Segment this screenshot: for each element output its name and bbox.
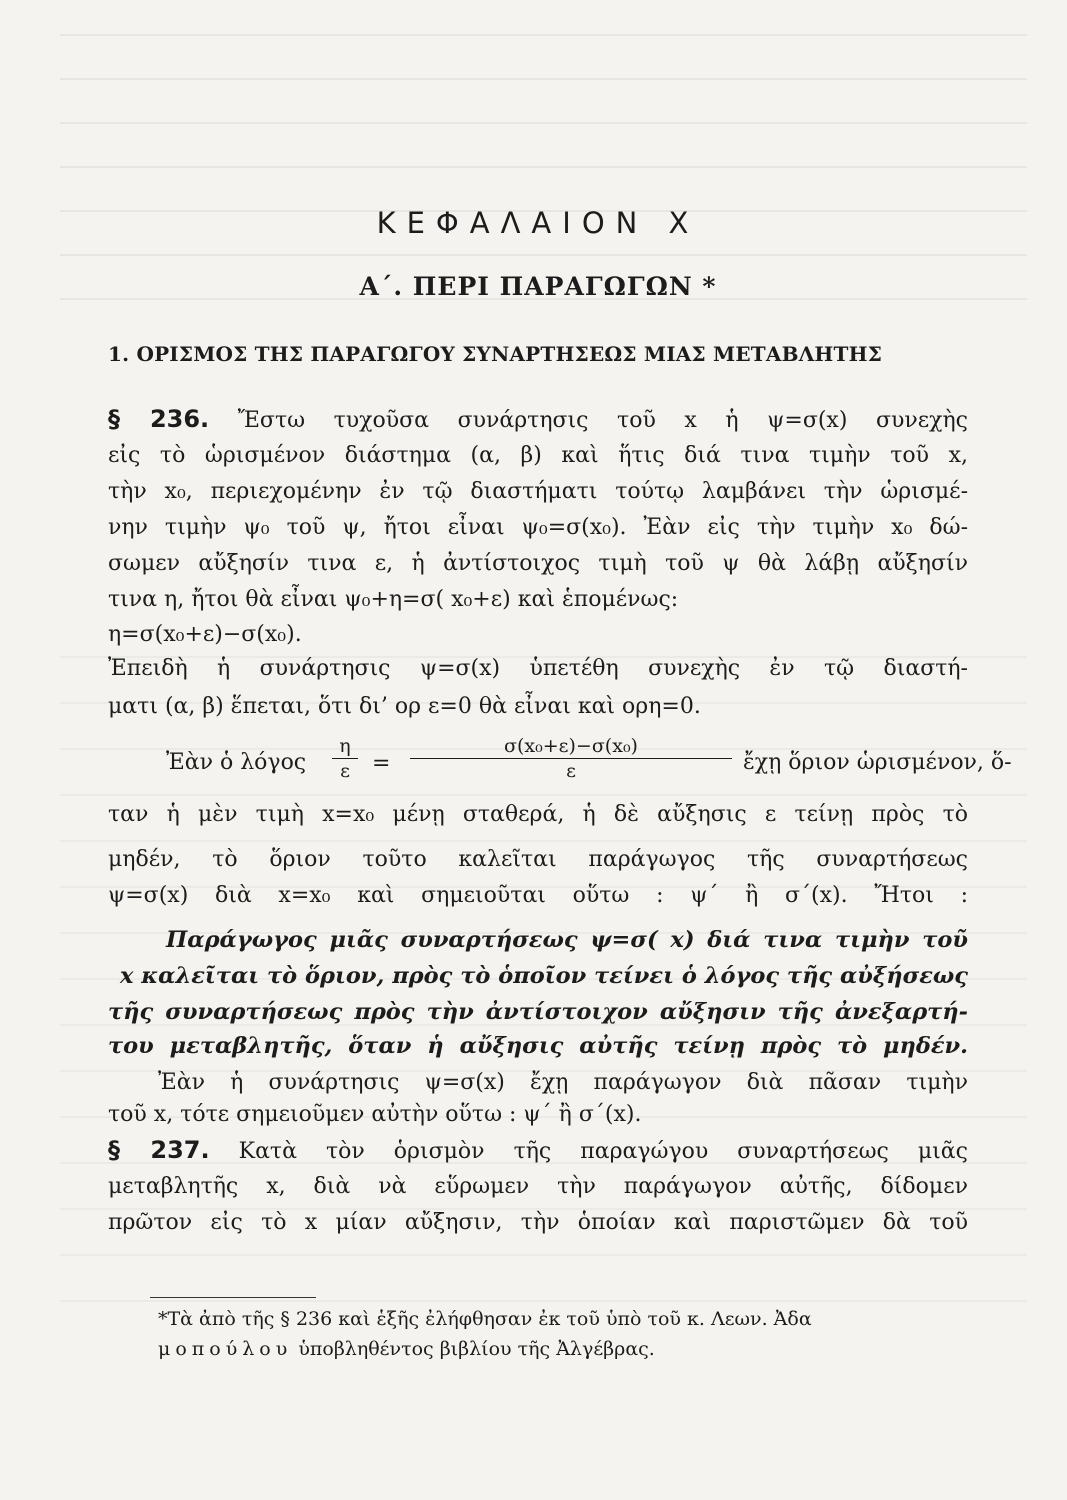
paragraph-237-line-1 bbox=[108, 1135, 968, 1167]
formula-lead-text: Ἐὰν ὁ λόγος bbox=[166, 750, 307, 775]
footnote-line-1: *Τὰ ἀπὸ τῆς § 236 καὶ ἑξῆς ἐλήφθησαν ἐκ τοῦ ὑπὸ τοῦ κ. Λεων. Ἀδα bbox=[158, 1308, 812, 1330]
footnote-rest: ὑποβληθέντος βιβλίου τῆς Ἀλγέβρας. bbox=[298, 1338, 655, 1360]
fraction-denominator: ε bbox=[566, 760, 576, 782]
continuation-line-2: μηδέν, τὸ ὅριον τοῦτο καλεῖται παράγωγος τῆς συναρτήσεως bbox=[108, 847, 968, 872]
paragraph-237-text: Κατὰ τὸν ὁρισμὸν τῆς παραγώγου συναρτήσεως μιᾶς bbox=[238, 1139, 968, 1164]
definition-line-3: τῆς συναρτήσεως πρὸς τὴν ἀντίστοιχον αὔξησιν τῆς ἀνεξαρτή- bbox=[108, 999, 968, 1025]
paragraph-number-236: § 236. bbox=[108, 405, 210, 433]
paragraph-236-line-8: Ἐπειδὴ ἡ συνάρτησις ψ=σ(x) ὑπετέθη συνεχὴς ἐν τῷ διαστή- bbox=[108, 656, 968, 681]
definition-line-1: Παράγωγος μιᾶς συναρτήσεως ψ=σ( x) διά τινα τιμὴν τοῦ bbox=[166, 927, 968, 953]
after-definition-line-2: τοῦ x, τότε σημειοῦμεν αὐτὴν οὕτω : ψ΄ ἢ σ΄(x). bbox=[108, 1102, 642, 1127]
paragraph-237-line-2: μεταβλητῆς x, διὰ νὰ εὕρωμεν τὴν παράγωγον αὐτῆς, δίδομεν bbox=[108, 1174, 968, 1199]
paragraph-236-line-7: η=σ(x₀+ε)−σ(x₀). bbox=[108, 622, 302, 647]
paragraph-number-237: § 237. bbox=[108, 1136, 210, 1164]
footnote-rule bbox=[150, 1297, 316, 1298]
after-definition-line-1: Ἐὰν ἡ συνάρτησις ψ=σ(x) ἔχῃ παράγωγον διὰ πᾶσαν τιμὴν bbox=[158, 1070, 968, 1095]
fraction-eta-over-epsilon bbox=[332, 735, 358, 782]
paragraph-236-line-2: εἰς τὸ ὡρισμένον διάστημα (α, β) καὶ ἥτις διά τινα τιμὴν τοῦ x, bbox=[108, 443, 968, 468]
subsection-title: 1. ΟΡΙΣΜΟΣ ΤΗΣ ΠΑΡΑΓΩΓΟΥ ΣΥΝΑΡΤΗΣΕΩΣ ΜΙΑΣ ΜΕΤΑΒΛΗΤΗΣ bbox=[108, 342, 883, 366]
fraction-bar bbox=[332, 758, 358, 759]
fraction-formula-line bbox=[108, 733, 1012, 793]
fraction-denominator: ε bbox=[340, 760, 350, 782]
fraction-difference-quotient bbox=[410, 735, 732, 782]
paragraph-236-line-9: ματι (α, β) ἕπεται, ὅτι δι’ ορ ε=0 θὰ εἶναι καὶ ορη=0. bbox=[108, 694, 701, 719]
definition-line-2: x καλεῖται τὸ ὅριον, πρὸς τὸ ὁποῖον τείνει ὁ λόγος τῆς αὐξήσεως bbox=[120, 963, 968, 989]
paragraph-236-line-5: σωμεν αὔξησίν τινα ε, ἡ ἀντίστοιχος τιμὴ τοῦ ψ θὰ λάβῃ αὔξησίν bbox=[108, 551, 968, 576]
continuation-line-3: ψ=σ(x) διὰ x=x₀ καὶ σημειοῦται οὕτω : ψ΄ ἢ σ΄(x). Ἤτοι : bbox=[108, 883, 968, 908]
definition-line-4: του μεταβλητῆς, ὅταν ἡ αὔξησις αὐτῆς τείνῃ πρὸς τὸ μηδέν. bbox=[108, 1033, 968, 1059]
book-page bbox=[108, 0, 1012, 1500]
formula-trailing-text: ἔχῃ ὅριον ὡρισμένον, ὅ- bbox=[743, 750, 1012, 775]
footnote-author-spaced: μοπούλου bbox=[158, 1338, 293, 1360]
footnote-line-2 bbox=[158, 1336, 968, 1362]
fraction-numerator: σ(x₀+ε)−σ(x₀) bbox=[504, 735, 638, 757]
paragraph-236-line-3: τὴν x₀, περιεχομένην ἐν τῷ διαστήματι τούτῳ λαμβάνει τὴν ὡρισμέ- bbox=[108, 479, 968, 504]
paragraph-236-line-1 bbox=[108, 404, 968, 436]
continuation-line-1: ταν ἡ μὲν τιμὴ x=x₀ μένῃ σταθερά, ἡ δὲ αὔξησις ε τείνῃ πρὸς τὸ bbox=[108, 802, 968, 827]
equals-sign: = bbox=[372, 751, 391, 776]
paragraph-237-line-3: πρῶτον εἰς τὸ x μίαν αὔξησιν, τὴν ὁποίαν καὶ παριστῶμεν δὰ τοῦ bbox=[108, 1210, 968, 1235]
paragraph-236-line-6: τινα η, ἤτοι θὰ εἶναι ψ₀+η=σ( x₀+ε) καὶ ἑπομένως: bbox=[108, 587, 679, 612]
chapter-heading: ΚΕΦΑΛΑΙΟΝ Χ bbox=[376, 206, 700, 240]
paragraph-236-text: Ἔστω τυχοῦσα συνάρτησις τοῦ x ἡ ψ=σ(x) συνεχὴς bbox=[237, 408, 968, 433]
paragraph-236-line-4: νην τιμὴν ψ₀ τοῦ ψ, ἤτοι εἶναι ψ₀=σ(x₀). Ἐὰν εἰς τὴν τιμὴν x₀ δώ- bbox=[108, 515, 968, 540]
section-title: Α΄. ΠΕΡΙ ΠΑΡΑΓΩΓΩΝ * bbox=[359, 272, 717, 301]
fraction-bar bbox=[410, 758, 732, 759]
fraction-numerator: η bbox=[339, 735, 351, 757]
